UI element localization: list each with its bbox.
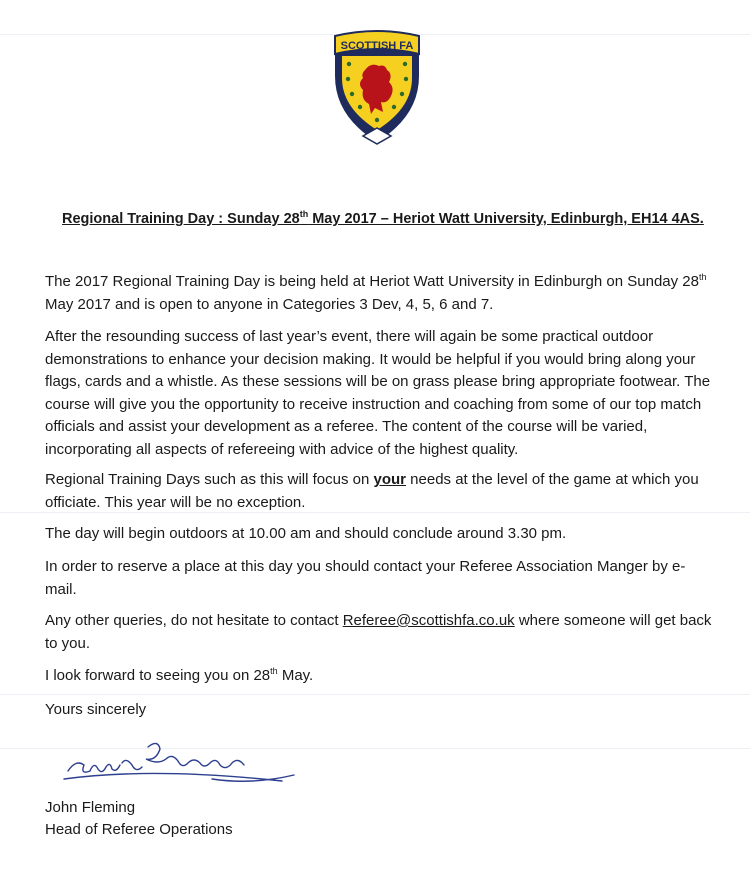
heading-text: Regional Training Day : Sunday 28	[62, 211, 300, 227]
signatory-name: John Fleming	[45, 799, 136, 816]
paragraph-focus	[45, 469, 715, 514]
heading-text-end: May 2017 – Heriot Watt University, Edinburgh, EH14 4AS.	[308, 211, 704, 227]
paragraph-text-end: May.	[277, 667, 314, 684]
paragraph-text: The 2017 Regional Training Day is being held at Heriot Watt University in Edinburgh on Sunday 28	[45, 273, 699, 290]
paragraph-event-details	[45, 271, 715, 316]
paragraph-text-end: needs at the level of the game at which you officiate. This year will be no exception.	[45, 471, 699, 511]
scottish-fa-crest-logo	[327, 24, 427, 146]
letter-heading	[62, 211, 702, 227]
emphasis-your: your	[373, 471, 407, 488]
paragraph-reservation: In order to reserve a place at this day you should contact your Referee Association Manger by e-mail.	[45, 558, 686, 598]
paragraph-superscript: th	[699, 272, 707, 282]
paragraph-text: Regional Training Days such as this will focus on	[45, 471, 374, 488]
paragraph-look-forward	[45, 665, 715, 688]
paragraph-text-end: where someone will get back to you.	[45, 612, 712, 652]
heading-superscript: th	[299, 209, 309, 220]
crest-text: SCOTTISH FA	[340, 40, 414, 52]
referee-email-link[interactable]: Referee@scottishfa.co.uk	[342, 612, 515, 629]
paragraph-schedule: The day will begin outdoors at 10.00 am and should conclude around 3.30 pm.	[45, 525, 567, 542]
paragraph-queries	[45, 610, 715, 655]
signatory-title: Head of Referee Operations	[45, 821, 233, 838]
page-fold-line	[0, 694, 750, 695]
handwritten-signature	[62, 735, 298, 791]
paragraph-text-end: May 2017 and is open to anyone in Categories 3 Dev, 4, 5, 6 and 7.	[45, 295, 494, 313]
closing-salutation: Yours sincerely	[45, 701, 147, 718]
paragraph-text: I look forward to seeing you on 28	[45, 667, 271, 684]
paragraph-course-content: After the resounding success of last year’s event, there will again be some practical outdoor demonstrations to enhance your decision making. It would be helpful if you would bring along your flags, cards and a whistle. As these sessions will be on grass please bring appropriate footwear. The course will give you the opportunity to receive instruction and coaching from some of our top match officials and assist your development as a referee. The content of the course will be varied, incorporating all aspects of refereeing with advice of the highest quality.	[45, 328, 711, 458]
paragraph-superscript: th	[270, 666, 278, 676]
paragraph-text: Any other queries, do not hesitate to contact	[45, 612, 343, 629]
